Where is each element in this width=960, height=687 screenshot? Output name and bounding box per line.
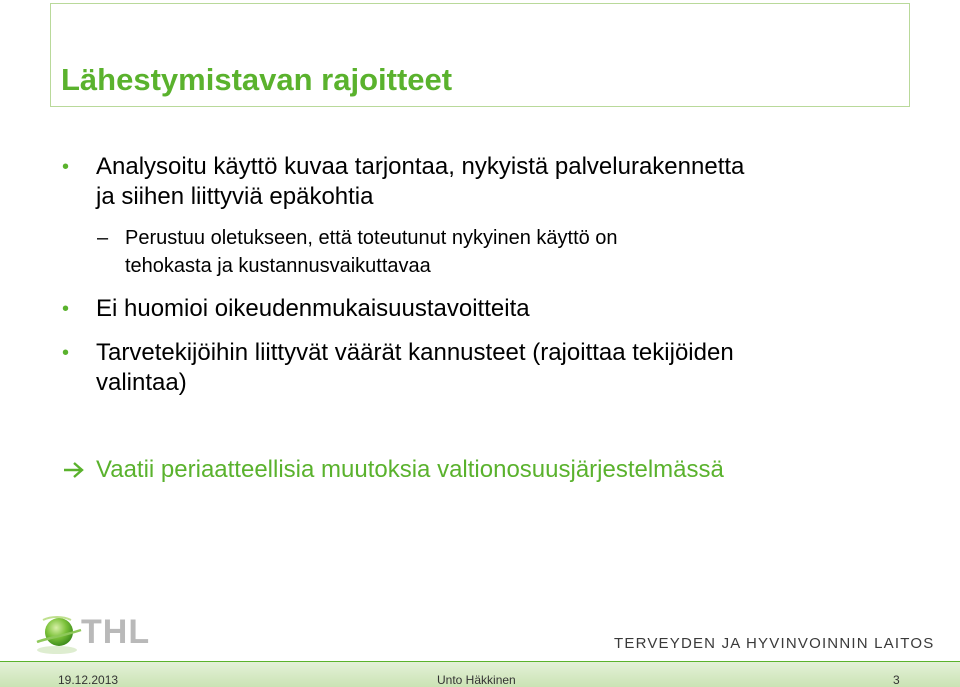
bullet-text-line: valintaa)	[96, 369, 187, 396]
right-arrow-icon-svg	[62, 455, 86, 483]
bullet-dot-icon: •	[62, 298, 70, 320]
footer-page-number: 3	[893, 673, 900, 687]
slide-title: Lähestymistavan rajoitteet	[61, 62, 453, 97]
bullet-dot-icon: •	[62, 342, 70, 364]
conclusion-text: Vaatii periaatteellisia muutoksia valtionosuusjärjestelmässä	[96, 456, 724, 483]
footer-bar	[0, 661, 960, 687]
organization-name: TERVEYDEN JA HYVINVOINNIN LAITOS	[614, 635, 935, 652]
dash-icon: –	[97, 227, 109, 249]
sub-bullet-text-line: tehokasta ja kustannusvaikuttavaa	[125, 255, 431, 277]
bullet-text-line: Tarvetekijöihin liittyvät väärät kannusteet (rajoittaa tekijöiden	[96, 339, 734, 366]
bullet-text-line: ja siihen liittyviä epäkohtia	[96, 183, 374, 210]
sub-bullet-text-line: Perustuu oletukseen, että toteutunut nykyinen käyttö on	[125, 227, 618, 249]
thl-globe-logo-icon	[33, 612, 85, 658]
footer-author: Unto Häkkinen	[437, 673, 516, 687]
right-arrow-icon	[62, 455, 86, 491]
bullet-text-line: Analysoitu käyttö kuvaa tarjontaa, nykyistä palvelurakennetta	[96, 153, 745, 180]
footer-date: 19.12.2013	[58, 673, 119, 687]
thl-logo	[33, 612, 163, 654]
bullet-text-line: Ei huomioi oikeudenmukaisuustavoitteita	[96, 295, 530, 322]
bullet-dot-icon: •	[62, 156, 70, 178]
logo-text: THL	[81, 613, 151, 651]
